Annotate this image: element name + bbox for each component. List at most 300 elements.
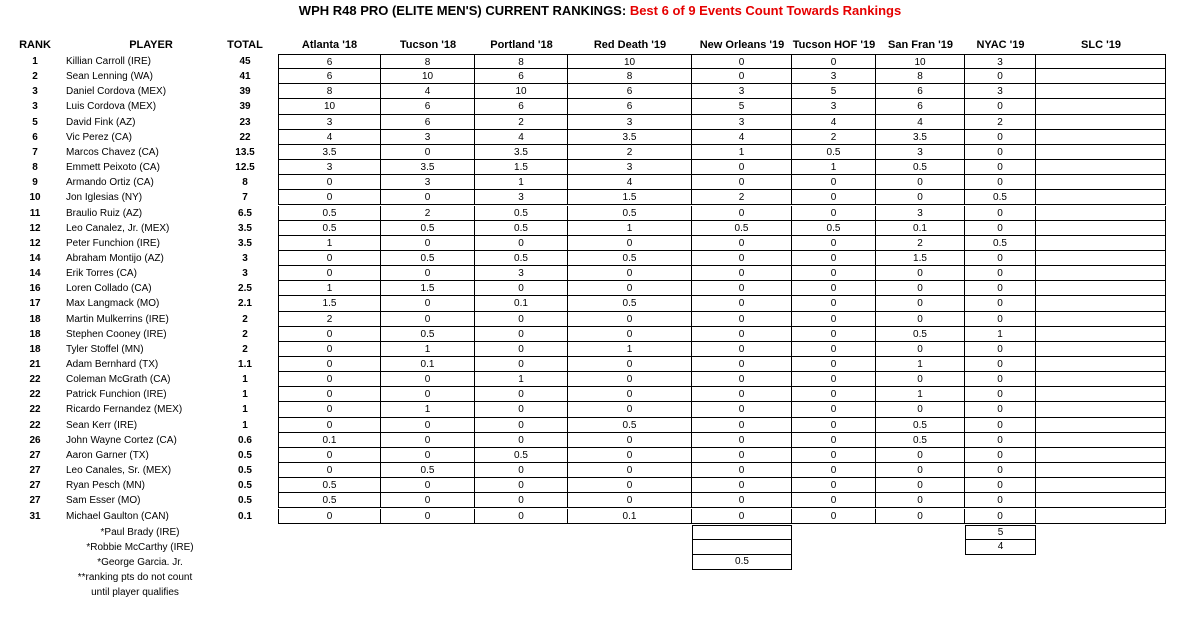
- score-cell: 0: [965, 266, 1036, 281]
- score-cell: [1036, 84, 1166, 99]
- score-cell: 0: [475, 357, 568, 372]
- score-cell: 0: [792, 296, 876, 311]
- score-cell: 6: [568, 99, 692, 114]
- table-row: [0, 387, 1200, 402]
- player-name: Luis Cordova (MEX): [66, 101, 157, 113]
- player-name: Max Langmack (MO): [66, 298, 160, 310]
- footnote: until player qualifies: [91, 587, 179, 599]
- score-cell: 3: [278, 160, 381, 175]
- score-cell: 4: [381, 84, 475, 99]
- score-cell: 0: [381, 236, 475, 251]
- score-cell: 0.5: [876, 433, 965, 448]
- score-cell: 1: [381, 402, 475, 417]
- score-cell: 3: [965, 54, 1036, 69]
- score-cell: 1.5: [381, 281, 475, 296]
- score-cell: 8: [278, 84, 381, 99]
- score-cell: 0: [792, 509, 876, 524]
- total-cell: 2: [242, 343, 248, 355]
- score-cell: 6: [381, 99, 475, 114]
- total-cell: 13.5: [235, 146, 255, 158]
- score-cell: 0: [965, 296, 1036, 311]
- score-cell: [1036, 312, 1166, 327]
- score-cell: 0: [965, 387, 1036, 402]
- score-cell: 3: [692, 84, 792, 99]
- table-row: [0, 251, 1200, 266]
- player-name: Sean Kerr (IRE): [66, 419, 138, 431]
- score-cell: 0: [792, 402, 876, 417]
- score-cell: 0.1: [568, 509, 692, 524]
- table-row: [0, 236, 1200, 251]
- rank-cell: 18: [29, 328, 41, 340]
- unqualified-score-new-orleans: 0.5: [692, 555, 792, 570]
- score-cell: 0: [381, 372, 475, 387]
- player-name: Daniel Cordova (MEX): [66, 86, 167, 98]
- table-row: [0, 281, 1200, 296]
- total-cell: 2: [242, 328, 248, 340]
- score-cell: 0: [792, 251, 876, 266]
- score-cell: 0: [568, 357, 692, 372]
- score-cell: 3: [475, 266, 568, 281]
- score-cell: 0: [278, 357, 381, 372]
- score-cell: 0: [876, 296, 965, 311]
- score-cell: 0: [568, 463, 692, 478]
- score-cell: 3.5: [381, 160, 475, 175]
- player-name: Leo Canalez, Jr. (MEX): [66, 222, 170, 234]
- player-name: David Fink (AZ): [66, 116, 136, 128]
- title-highlight: Best 6 of 9 Events Count Towards Rankings: [629, 3, 902, 18]
- score-cell: 0: [692, 372, 792, 387]
- score-cell: 0: [475, 236, 568, 251]
- player-name: Ryan Pesch (MN): [66, 480, 145, 492]
- rank-cell: 22: [29, 389, 41, 401]
- rank-cell: 17: [29, 298, 41, 310]
- score-cell: 0: [475, 418, 568, 433]
- rank-cell: 11: [29, 207, 41, 219]
- total-cell: 22: [239, 131, 251, 143]
- table-row: [0, 493, 1200, 508]
- score-cell: 0: [792, 54, 876, 69]
- rank-cell: 22: [29, 419, 41, 431]
- score-cell: 0.5: [381, 251, 475, 266]
- score-cell: [1036, 190, 1166, 205]
- score-cell: 8: [876, 69, 965, 84]
- table-row: [0, 478, 1200, 493]
- score-cell: 2: [475, 115, 568, 130]
- rank-cell: 2: [32, 71, 38, 83]
- score-cell: 0: [876, 448, 965, 463]
- total-cell: 45: [239, 56, 251, 67]
- score-cell: [1036, 130, 1166, 145]
- score-cell: 3.5: [568, 130, 692, 145]
- score-cell: 0.5: [965, 236, 1036, 251]
- score-cell: 0: [965, 509, 1036, 524]
- score-cell: 2: [568, 145, 692, 160]
- table-row: [0, 509, 1200, 524]
- score-cell: 0: [692, 251, 792, 266]
- table-row: [0, 448, 1200, 463]
- score-cell: 4: [692, 130, 792, 145]
- score-cell: 0: [692, 357, 792, 372]
- unqualified-score-nyac: 5: [965, 525, 1036, 540]
- score-cell: [1036, 478, 1166, 493]
- score-cell: 1: [381, 342, 475, 357]
- player-name: Jon Iglesias (NY): [66, 192, 143, 204]
- score-cell: 0: [568, 266, 692, 281]
- rank-cell: 12: [29, 237, 41, 249]
- total-cell: 0.5: [238, 449, 252, 461]
- score-cell: 0: [965, 221, 1036, 236]
- score-cell: 3: [965, 84, 1036, 99]
- score-cell: 0: [692, 312, 792, 327]
- score-cell: 0.5: [568, 206, 692, 221]
- page-title: [0, 3, 1200, 18]
- score-cell: 0: [876, 493, 965, 508]
- score-cell: 0: [568, 402, 692, 417]
- score-cell: 0.5: [475, 251, 568, 266]
- score-cell: 0: [475, 433, 568, 448]
- unqualified-player: *Robbie McCarthy (IRE): [86, 541, 194, 553]
- player-name: Sean Lenning (WA): [66, 71, 153, 83]
- score-cell: 0: [692, 493, 792, 508]
- rank-cell: 8: [32, 162, 38, 174]
- score-cell: 4: [278, 130, 381, 145]
- score-cell: 0: [965, 312, 1036, 327]
- total-cell: 8: [242, 177, 248, 189]
- score-cell: [1036, 69, 1166, 84]
- score-cell: 0.5: [381, 221, 475, 236]
- score-cell: 0: [692, 418, 792, 433]
- total-cell: 23: [239, 116, 251, 128]
- score-cell: 8: [475, 54, 568, 69]
- score-cell: [1036, 266, 1166, 281]
- player-name: Vic Perez (CA): [66, 131, 132, 143]
- score-cell: 0: [568, 327, 692, 342]
- score-cell: 0: [475, 509, 568, 524]
- score-cell: 0: [692, 54, 792, 69]
- score-cell: 0: [792, 493, 876, 508]
- player-name: Loren Collado (CA): [66, 283, 152, 295]
- table-row: [0, 190, 1200, 205]
- player-name: Patrick Funchion (IRE): [66, 389, 167, 401]
- score-cell: 6: [568, 84, 692, 99]
- score-cell: 2: [876, 236, 965, 251]
- table-row: [0, 312, 1200, 327]
- score-cell: 0: [876, 281, 965, 296]
- total-cell: 2.5: [238, 283, 252, 295]
- header-event: Atlanta '18: [301, 39, 358, 51]
- score-cell: [1036, 99, 1166, 114]
- score-cell: 0: [692, 69, 792, 84]
- score-cell: 0: [278, 463, 381, 478]
- total-cell: 6.5: [238, 207, 252, 219]
- score-cell: 0: [792, 236, 876, 251]
- table-row: [0, 372, 1200, 387]
- score-cell: 10: [475, 84, 568, 99]
- table-row: [0, 115, 1200, 130]
- header-event: NYAC '19: [976, 39, 1025, 51]
- score-cell: 4: [475, 130, 568, 145]
- score-cell: 4: [876, 115, 965, 130]
- table-row: [0, 433, 1200, 448]
- total-cell: 39: [239, 86, 251, 98]
- rank-cell: 1: [32, 56, 38, 67]
- score-cell: 0.5: [568, 296, 692, 311]
- score-cell: 0: [692, 387, 792, 402]
- score-cell: 0: [965, 251, 1036, 266]
- score-cell: 0.5: [965, 190, 1036, 205]
- score-cell: [1036, 509, 1166, 524]
- score-cell: 0: [792, 206, 876, 221]
- table-row: [0, 130, 1200, 145]
- score-cell: 0: [568, 312, 692, 327]
- score-cell: 0: [381, 478, 475, 493]
- score-cell: 0: [381, 145, 475, 160]
- header-event: New Orleans '19: [699, 39, 785, 51]
- score-cell: 0: [792, 312, 876, 327]
- score-cell: 0: [876, 402, 965, 417]
- total-cell: 3.5: [238, 237, 252, 249]
- player-name: Peter Funchion (IRE): [66, 237, 160, 249]
- score-cell: 6: [475, 69, 568, 84]
- score-cell: 0.5: [475, 206, 568, 221]
- unqualified-player: *Paul Brady (IRE): [100, 526, 180, 538]
- score-cell: 0: [381, 296, 475, 311]
- unqualified-score-new-orleans: [692, 540, 792, 555]
- score-cell: 0: [278, 387, 381, 402]
- rank-cell: 9: [32, 177, 38, 189]
- score-cell: 0.1: [876, 221, 965, 236]
- table-row: [0, 342, 1200, 357]
- score-cell: [1036, 493, 1166, 508]
- score-cell: 0: [278, 509, 381, 524]
- score-cell: 1.5: [568, 190, 692, 205]
- score-cell: 0: [965, 281, 1036, 296]
- score-cell: 0.5: [475, 221, 568, 236]
- score-cell: [1036, 327, 1166, 342]
- score-cell: 0: [568, 236, 692, 251]
- score-cell: 0: [965, 357, 1036, 372]
- score-cell: 0: [792, 357, 876, 372]
- score-cell: 0: [692, 478, 792, 493]
- score-cell: 0: [381, 493, 475, 508]
- score-cell: 1: [475, 372, 568, 387]
- score-cell: 0: [692, 433, 792, 448]
- score-cell: 3: [876, 206, 965, 221]
- total-cell: 41: [239, 71, 251, 83]
- score-cell: 0: [792, 266, 876, 281]
- score-cell: 0: [692, 281, 792, 296]
- score-cell: 0: [278, 418, 381, 433]
- score-cell: 10: [568, 54, 692, 69]
- total-cell: 3: [242, 268, 248, 280]
- unqualified-score-nyac: 4: [965, 540, 1036, 555]
- total-cell: 0.1: [238, 510, 252, 522]
- header-rank: RANK: [19, 39, 51, 51]
- score-cell: 0: [792, 372, 876, 387]
- score-cell: 3: [568, 160, 692, 175]
- score-cell: [1036, 372, 1166, 387]
- score-cell: 3.5: [278, 145, 381, 160]
- score-cell: 0: [278, 372, 381, 387]
- score-cell: 0: [692, 342, 792, 357]
- score-cell: 0: [965, 418, 1036, 433]
- player-name: Adam Bernhard (TX): [66, 359, 159, 370]
- score-cell: 0: [475, 478, 568, 493]
- score-cell: 0: [475, 312, 568, 327]
- score-cell: 1.5: [278, 296, 381, 311]
- unqualified-player: *George Garcia. Jr.: [97, 556, 183, 568]
- total-cell: 0.5: [238, 495, 252, 507]
- table-row: [0, 327, 1200, 342]
- table-row: [0, 357, 1200, 372]
- score-cell: 1.5: [475, 160, 568, 175]
- score-cell: [1036, 448, 1166, 463]
- score-cell: 0.5: [792, 221, 876, 236]
- score-cell: 0: [475, 281, 568, 296]
- score-cell: 8: [568, 69, 692, 84]
- rank-cell: 16: [29, 283, 41, 295]
- score-cell: 0: [475, 463, 568, 478]
- score-cell: 0: [792, 190, 876, 205]
- score-cell: [1036, 387, 1166, 402]
- score-cell: [1036, 281, 1166, 296]
- score-cell: [1036, 463, 1166, 478]
- header-event: Portland '18: [490, 39, 553, 51]
- title-main: WPH R48 PRO (ELITE MEN'S) CURRENT RANKINGS:: [298, 3, 627, 18]
- total-cell: 7: [242, 192, 248, 204]
- score-cell: 0: [278, 448, 381, 463]
- rank-cell: 7: [32, 146, 38, 158]
- score-cell: 0: [876, 509, 965, 524]
- score-cell: 6: [475, 99, 568, 114]
- total-cell: 3: [242, 252, 248, 264]
- header-event: Tucson HOF '19: [792, 39, 876, 51]
- total-cell: 0.6: [238, 434, 252, 446]
- score-cell: 6: [876, 84, 965, 99]
- score-cell: 0.1: [278, 433, 381, 448]
- rank-cell: 6: [32, 131, 38, 143]
- score-cell: 0.1: [475, 296, 568, 311]
- score-cell: 0: [568, 478, 692, 493]
- player-name: Killian Carroll (IRE): [66, 56, 152, 67]
- score-cell: 5: [692, 99, 792, 114]
- score-cell: 0: [792, 281, 876, 296]
- score-cell: 10: [381, 69, 475, 84]
- score-cell: 0.5: [381, 327, 475, 342]
- player-name: Abraham Montijo (AZ): [66, 252, 164, 264]
- score-cell: 3: [792, 69, 876, 84]
- score-cell: 0: [965, 402, 1036, 417]
- total-cell: 1.1: [238, 359, 252, 370]
- player-name: Armando Ortiz (CA): [66, 177, 154, 189]
- score-cell: 6: [876, 99, 965, 114]
- score-cell: [1036, 342, 1166, 357]
- score-cell: 0: [278, 327, 381, 342]
- score-cell: 0: [792, 433, 876, 448]
- score-cell: 0: [792, 418, 876, 433]
- score-cell: 1: [965, 327, 1036, 342]
- header-event: Tucson '18: [399, 39, 457, 51]
- score-cell: 0: [692, 206, 792, 221]
- score-cell: 6: [381, 115, 475, 130]
- total-cell: 1: [242, 389, 248, 401]
- score-cell: 0: [965, 448, 1036, 463]
- score-cell: [1036, 357, 1166, 372]
- score-cell: 3: [381, 175, 475, 190]
- score-cell: 0: [278, 266, 381, 281]
- score-cell: 0: [692, 448, 792, 463]
- score-cell: 0: [568, 372, 692, 387]
- score-cell: 0: [692, 463, 792, 478]
- score-cell: 0.5: [381, 463, 475, 478]
- table-row: [0, 54, 1200, 69]
- score-cell: 0: [568, 448, 692, 463]
- rank-cell: 18: [29, 343, 41, 355]
- table-row: [0, 296, 1200, 311]
- score-cell: 6: [278, 69, 381, 84]
- score-cell: 0: [792, 342, 876, 357]
- score-cell: 0.5: [876, 327, 965, 342]
- player-name: Aaron Garner (TX): [66, 449, 149, 461]
- table-row: [0, 69, 1200, 84]
- player-name: Braulio Ruiz (AZ): [66, 207, 143, 219]
- score-cell: 0: [965, 463, 1036, 478]
- table-row: [0, 145, 1200, 160]
- score-cell: 0: [876, 190, 965, 205]
- player-name: Marcos Chavez (CA): [66, 146, 159, 158]
- score-cell: [1036, 54, 1166, 69]
- header-player: PLAYER: [129, 39, 173, 51]
- score-cell: 0: [965, 99, 1036, 114]
- score-cell: 0: [965, 206, 1036, 221]
- score-cell: 0: [965, 493, 1036, 508]
- player-name: Leo Canales, Sr. (MEX): [66, 465, 172, 477]
- score-cell: 0: [381, 312, 475, 327]
- player-name: John Wayne Cortez (CA): [66, 434, 177, 446]
- score-cell: 0: [965, 342, 1036, 357]
- player-name: Martin Mulkerrins (IRE): [66, 313, 169, 325]
- score-cell: 0: [965, 69, 1036, 84]
- rank-cell: 3: [32, 101, 38, 113]
- rank-cell: 18: [29, 313, 41, 325]
- total-cell: 39: [239, 101, 251, 113]
- score-cell: 0: [381, 387, 475, 402]
- score-cell: 3.5: [876, 130, 965, 145]
- table-row: [0, 206, 1200, 221]
- rank-cell: 27: [29, 480, 41, 492]
- player-name: Erik Torres (CA): [66, 268, 137, 280]
- rank-cell: 27: [29, 449, 41, 461]
- score-cell: 0: [792, 327, 876, 342]
- score-cell: 0: [692, 402, 792, 417]
- table-row: [0, 418, 1200, 433]
- score-cell: 2: [381, 206, 475, 221]
- score-cell: [1036, 433, 1166, 448]
- score-cell: [1036, 221, 1166, 236]
- score-cell: [1036, 402, 1166, 417]
- rank-cell: 3: [32, 86, 38, 98]
- score-cell: 3: [278, 115, 381, 130]
- score-cell: 3: [568, 115, 692, 130]
- score-cell: 0: [278, 175, 381, 190]
- score-cell: 0: [475, 402, 568, 417]
- score-cell: 10: [876, 54, 965, 69]
- score-cell: 0: [965, 130, 1036, 145]
- score-cell: [1036, 236, 1166, 251]
- score-cell: 0.5: [278, 493, 381, 508]
- score-cell: 0: [792, 478, 876, 493]
- score-cell: 0.5: [792, 145, 876, 160]
